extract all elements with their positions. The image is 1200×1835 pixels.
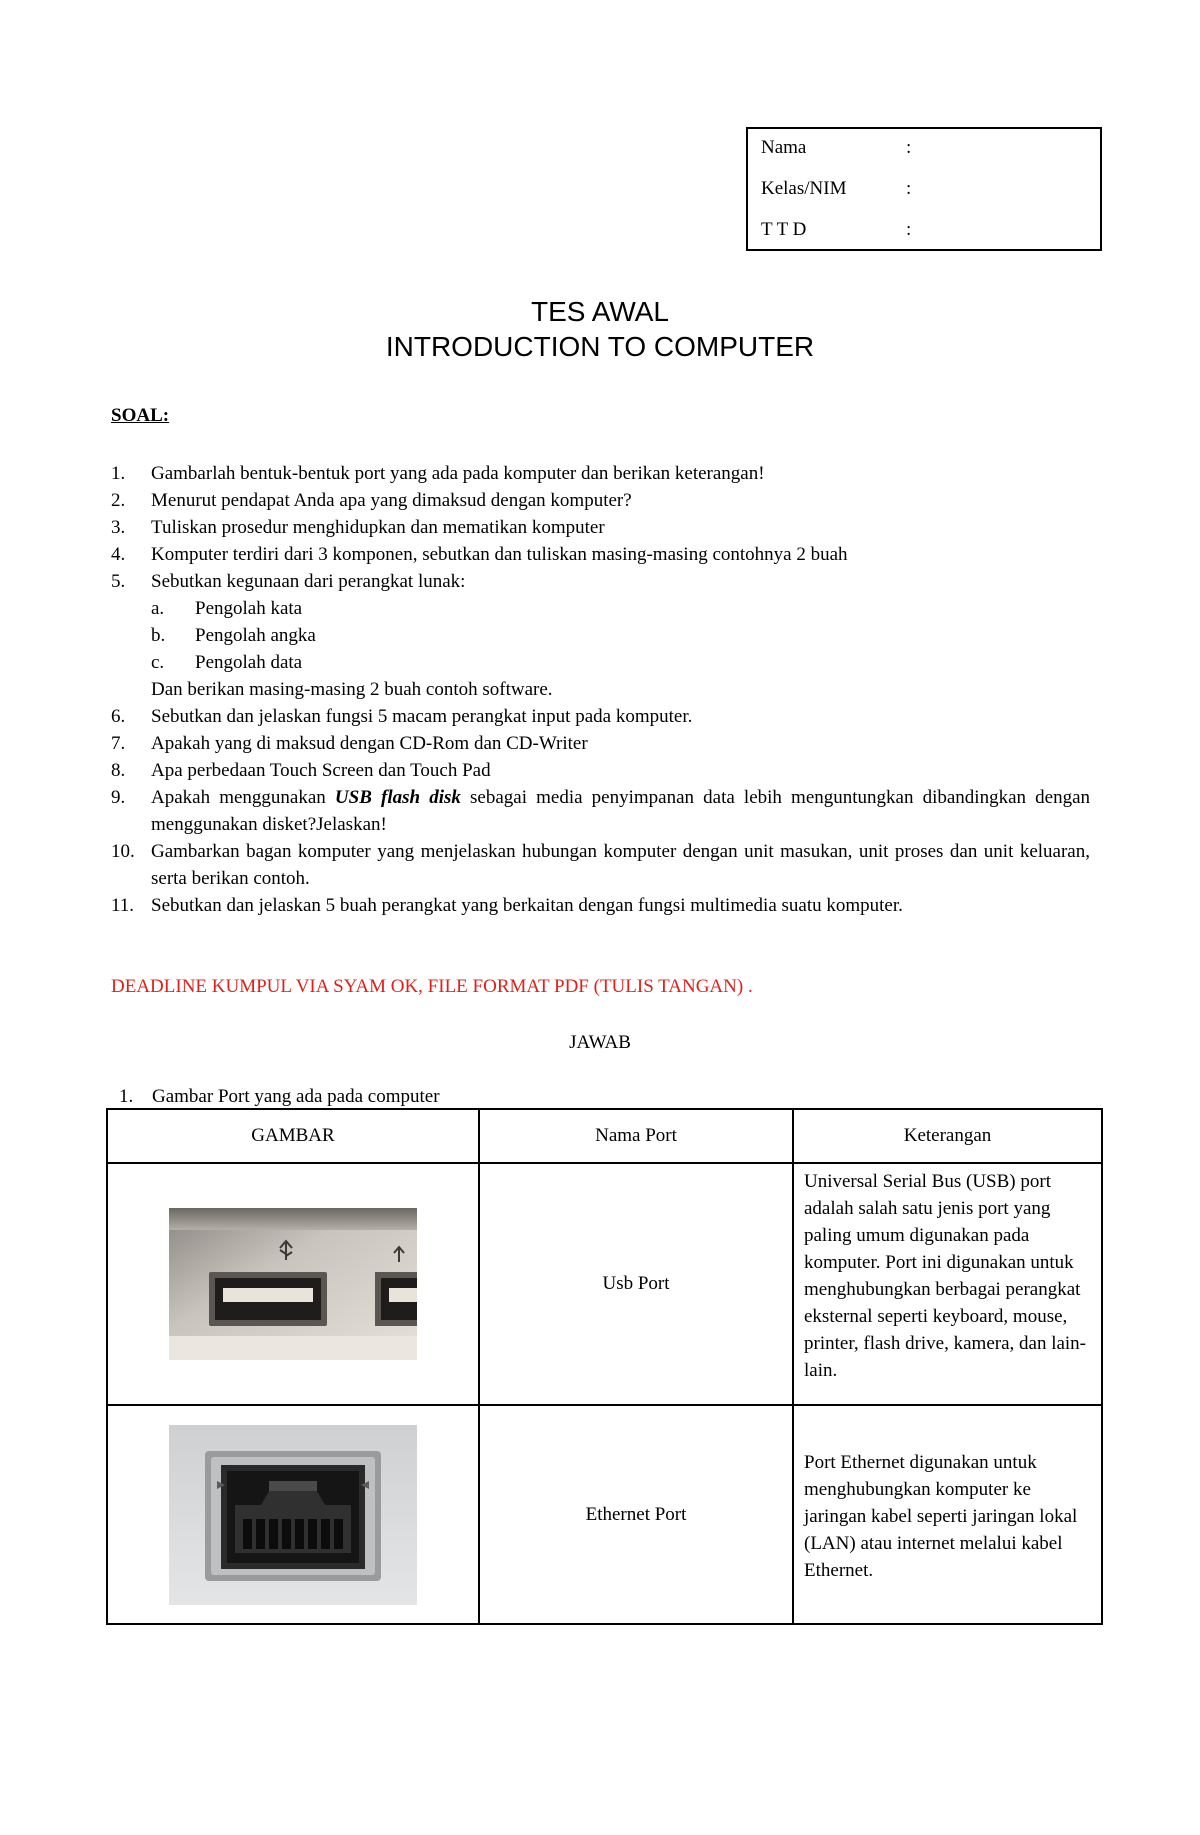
identity-colon: : [906, 178, 912, 199]
port-description: Port Ethernet digunakan untuk menghubungkan komputer ke jaringan kabel seperti jaringan lokal (LAN) atau internet melalui kabel Ethernet. [793, 1405, 1102, 1624]
question-text: Tuliskan prosedur menghidupkan dan mematikan komputer [151, 517, 605, 538]
answer-text: Gambar Port yang ada pada computer [152, 1086, 440, 1107]
question-item [111, 541, 1090, 568]
question-number: 9. [111, 787, 126, 808]
question-item [111, 568, 1090, 595]
answer-item [119, 1086, 440, 1108]
identity-box [746, 127, 1102, 251]
question-number: 8. [111, 760, 126, 781]
port-name: Usb Port [479, 1163, 793, 1405]
identity-colon: : [906, 219, 912, 240]
question-number: 11. [111, 895, 135, 916]
sub-item-text: Pengolah kata [195, 598, 303, 619]
sub-item-label: c. [151, 652, 165, 673]
question-text: Sebutkan dan jelaskan fungsi 5 macam perangkat input pada komputer. [151, 706, 693, 727]
question-text: Gambarlah bentuk-bentuk port yang ada pada komputer dan berikan keterangan! [151, 463, 765, 484]
identity-row-kelas [761, 178, 1100, 219]
question-number: 10. [111, 841, 135, 862]
usb-port-image [169, 1208, 417, 1360]
question-list [111, 460, 1090, 919]
table-header-keterangan: Keterangan [793, 1109, 1102, 1163]
question-number: 3. [111, 517, 126, 538]
identity-label: T T D [761, 219, 807, 240]
sub-item [111, 649, 1090, 676]
question-text: Sebutkan kegunaan dari perangkat lunak: [151, 571, 466, 592]
table-header-row [107, 1109, 1102, 1163]
identity-row-ttd [761, 219, 1100, 260]
image-cell [107, 1405, 479, 1624]
sub-item-label: b. [151, 625, 166, 646]
question-text: Komputer terdiri dari 3 komponen, sebutkan dan tuliskan masing-masing contohnya 2 buah [151, 544, 848, 565]
sub-item-label: a. [151, 598, 165, 619]
identity-row-nama [761, 137, 1100, 178]
table-row [107, 1163, 1102, 1405]
sub-item-text: Pengolah angka [195, 625, 316, 646]
question-number: 5. [111, 571, 126, 592]
question-item [111, 730, 1090, 757]
sub-item [111, 595, 1090, 622]
question-text-post: sebagai media penyimpanan data lebih menguntungkan dibandingkan dengan menggunakan disket?Jelaskan! [151, 787, 1091, 835]
question-text: Apakah yang di maksud dengan CD-Rom dan CD-Writer [151, 733, 588, 754]
identity-colon: : [906, 137, 912, 158]
answer-number: 1. [119, 1086, 134, 1107]
question-item [111, 703, 1090, 730]
port-description: Universal Serial Bus (USB) port adalah salah satu jenis port yang paling umum digunakan pada komputer. Port ini digunakan untuk menghubungkan berbagai perangkat eksternal seperti keyboard, mouse, printer, flash drive, kamera, dan lain-lain. [793, 1163, 1102, 1405]
question-text-pre: Apakah menggunakan [151, 787, 335, 808]
port-table [106, 1108, 1103, 1625]
question-item [111, 514, 1090, 541]
table-row [107, 1405, 1102, 1624]
question-text: Apa perbedaan Touch Screen dan Touch Pad [151, 760, 491, 781]
question-item [111, 784, 1090, 838]
identity-label: Kelas/NIM [761, 178, 847, 199]
question-text: Gambarkan bagan komputer yang menjelaskan hubungan komputer dengan unit masukan, unit proses dan unit keluaran, serta berikan contoh. [151, 841, 1090, 889]
port-name: Ethernet Port [479, 1405, 793, 1624]
sub-item [111, 622, 1090, 649]
deadline-notice: DEADLINE KUMPUL VIA SYAM OK, FILE FORMAT PDF (TULIS TANGAN) . [111, 976, 753, 997]
page-subtitle: INTRODUCTION TO COMPUTER [385, 331, 815, 362]
question-number: 4. [111, 544, 126, 565]
table-header-gambar: GAMBAR [107, 1109, 479, 1163]
question-item [111, 487, 1090, 514]
sub-item-text: Pengolah data [195, 652, 303, 673]
table-header-nama-port: Nama Port [479, 1109, 793, 1163]
question-item [111, 838, 1090, 892]
question-number: 7. [111, 733, 126, 754]
question-continuation: Dan berikan masing-masing 2 buah contoh software. [151, 679, 553, 700]
image-cell [107, 1163, 479, 1405]
question-item [111, 892, 1090, 919]
question-text: Sebutkan dan jelaskan 5 buah perangkat yang berkaitan dengan fungsi multimedia suatu komputer. [151, 895, 903, 916]
question-item [111, 460, 1090, 487]
question-text-emphasis: USB flash disk [334, 787, 461, 808]
page-title: TES AWAL [531, 296, 669, 327]
ethernet-port-image [169, 1425, 417, 1605]
soal-heading: SOAL: [111, 405, 170, 426]
question-text: Menurut pendapat Anda apa yang dimaksud dengan komputer? [151, 490, 632, 511]
answer-heading: JAWAB [569, 1032, 631, 1053]
question-text [151, 784, 1090, 838]
identity-label: Nama [761, 137, 807, 158]
question-number: 2. [111, 490, 126, 511]
question-item [111, 757, 1090, 784]
question-number: 1. [111, 463, 126, 484]
question-number: 6. [111, 706, 126, 727]
